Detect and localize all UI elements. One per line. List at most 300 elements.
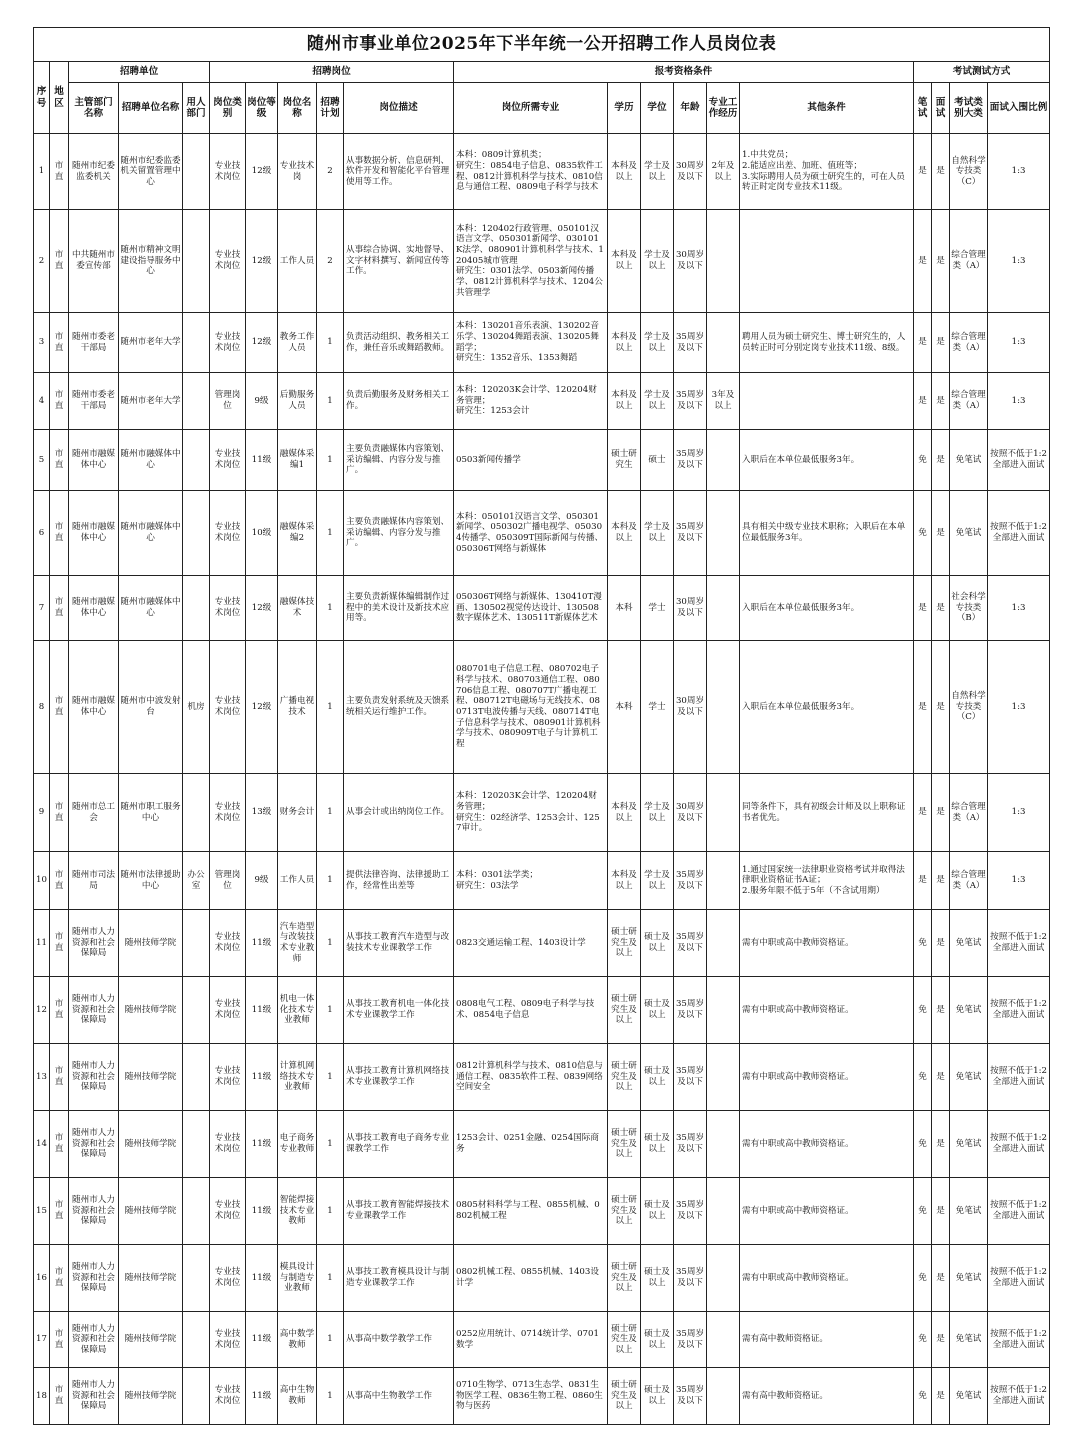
dept-cell: 随州市委老干部局 [69,313,119,373]
interview-cell: 是 [932,1111,950,1178]
plan-cell: 1 [317,641,344,774]
group-unit: 招聘单位 [69,62,210,83]
sub-dept-cell: 机房 [183,641,210,774]
experience-cell [707,977,740,1044]
table-row [34,1044,1050,1111]
written-exam-cell: 是 [914,313,932,373]
dept-cell: 随州市人力资源和社会保障局 [69,910,119,977]
degree-cell: 学士 [641,641,674,774]
region-cell: 市直 [50,1111,69,1178]
description-cell: 从事数据分析、信息研判、软件开发和智能化平台管理使用等工作。 [344,134,454,210]
age-cell: 35周岁及以下 [674,910,707,977]
table-row [34,1245,1050,1312]
dept-cell: 随州市融媒体中心 [69,491,119,576]
dept-cell: 随州市委老干部局 [69,373,119,430]
region-cell: 市直 [50,576,69,641]
table-row [34,491,1050,576]
post-type-cell: 专业技术岗位 [210,910,246,977]
post-type-cell: 专业技术岗位 [210,430,246,491]
dept-cell: 随州市纪委监委机关 [69,134,119,210]
written-exam-cell: 是 [914,373,932,430]
col-other: 其他条件 [740,83,914,134]
post-name-cell: 机电一体化技术专业教师 [278,977,317,1044]
education-cell: 本科 [608,576,641,641]
post-level-cell: 11级 [246,1178,278,1245]
age-cell: 35周岁及以下 [674,373,707,430]
table-row [34,313,1050,373]
table-row [34,1111,1050,1178]
education-cell: 硕士研究生及以上 [608,1312,641,1368]
written-exam-cell: 免 [914,1111,932,1178]
age-cell: 35周岁及以下 [674,430,707,491]
plan-cell: 1 [317,1368,344,1425]
row-number: 11 [34,910,50,977]
interview-cell: 是 [932,134,950,210]
written-exam-cell: 是 [914,210,932,313]
unit-cell: 随州市法律援助中心 [119,852,183,910]
table-row [34,373,1050,430]
written-exam-cell: 免 [914,977,932,1044]
table-row [34,576,1050,641]
interview-cell: 是 [932,641,950,774]
col-seq: 序号 [34,62,50,134]
description-cell: 负责后勤服务及财务相关工作。 [344,373,454,430]
exam-category-cell: 免笔试 [950,1312,988,1368]
interview-ratio-cell: 按照不低于1:2全部进入面试 [988,977,1050,1044]
other-conditions-cell: 入职后在本单位最低服务3年。 [740,430,914,491]
written-exam-cell: 是 [914,641,932,774]
post-name-cell: 智能焊接技术专业教师 [278,1178,317,1245]
sub-dept-cell [183,313,210,373]
post-level-cell: 11级 [246,1368,278,1425]
other-conditions-cell: 入职后在本单位最低服务3年。 [740,576,914,641]
region-cell: 市直 [50,852,69,910]
region-cell: 市直 [50,1245,69,1312]
other-conditions-cell: 需有中职或高中教师资格证。 [740,910,914,977]
description-cell: 从事高中数学教学工作 [344,1312,454,1368]
major-cell: 0808电气工程、0809电子科学与技术、0854电子信息 [454,977,608,1044]
written-exam-cell: 免 [914,1368,932,1425]
region-cell: 市直 [50,774,69,852]
major-cell: 本科：050101汉语言文学、050301新闻学、050302广播电视学、050304传播学、050309T国际新闻与传播、050306T网络与新媒体 [454,491,608,576]
plan-cell: 1 [317,1111,344,1178]
sub-dept-cell [183,1044,210,1111]
group-exam: 考试测试方式 [914,62,1050,83]
unit-cell: 随州技师学院 [119,910,183,977]
interview-cell: 是 [932,1368,950,1425]
table-row [34,774,1050,852]
region-cell: 市直 [50,134,69,210]
age-cell: 35周岁及以下 [674,1368,707,1425]
dept-cell: 随州市人力资源和社会保障局 [69,1178,119,1245]
experience-cell [707,491,740,576]
post-type-cell: 专业技术岗位 [210,1178,246,1245]
education-cell: 硕士研究生及以上 [608,1111,641,1178]
other-conditions-cell: 1.通过国家统一法律职业资格考试并取得法律职业资格证书A证； 2.服务年限不低于5年（不含试用期） [740,852,914,910]
col-age: 年龄 [674,83,707,134]
age-cell: 30周岁及以下 [674,210,707,313]
exam-category-cell: 免笔试 [950,977,988,1044]
age-cell: 35周岁及以下 [674,1312,707,1368]
major-cell: 0805材料科学与工程、0855机械、0802机械工程 [454,1178,608,1245]
col-category: 考试类别大类 [950,83,988,134]
degree-cell: 学士及以上 [641,134,674,210]
interview-cell: 是 [932,1245,950,1312]
post-name-cell: 工作人员 [278,210,317,313]
degree-cell: 硕士及以上 [641,1044,674,1111]
unit-cell: 随州技师学院 [119,977,183,1044]
age-cell: 35周岁及以下 [674,977,707,1044]
education-cell: 硕士研究生及以上 [608,1245,641,1312]
post-type-cell: 管理岗位 [210,852,246,910]
description-cell: 从事技工教育模具设计与制造专业课教学工作 [344,1245,454,1312]
other-conditions-cell: 需有中职或高中教师资格证。 [740,1111,914,1178]
col-exp: 专业工作经历 [707,83,740,134]
degree-cell: 硕士及以上 [641,1312,674,1368]
degree-cell: 硕士及以上 [641,977,674,1044]
dept-cell: 随州市司法局 [69,852,119,910]
plan-cell: 1 [317,1044,344,1111]
group-qualification: 报考资格条件 [454,62,914,83]
written-exam-cell: 是 [914,774,932,852]
major-cell: 080701电子信息工程、080702电子科学与技术、080703通信工程、080706信息工程、080707T广播电视工程、080712T电磁场与无线技术、080713T电波传播与天线、080714T电子信息科学与技术、080901计算机科学与技术、080909T电子与计算机工程 [454,641,608,774]
unit-cell: 随州技师学院 [119,1368,183,1425]
interview-cell: 是 [932,977,950,1044]
interview-cell: 是 [932,430,950,491]
plan-cell: 1 [317,313,344,373]
row-number: 12 [34,977,50,1044]
degree-cell: 硕士及以上 [641,1111,674,1178]
written-exam-cell: 免 [914,430,932,491]
education-cell: 本科及以上 [608,852,641,910]
post-name-cell: 电子商务专业教师 [278,1111,317,1178]
row-number: 9 [34,774,50,852]
table-row [34,1178,1050,1245]
dept-cell: 随州市人力资源和社会保障局 [69,977,119,1044]
region-cell: 市直 [50,641,69,774]
table-row [34,134,1050,210]
post-type-cell: 专业技术岗位 [210,491,246,576]
plan-cell: 1 [317,977,344,1044]
post-name-cell: 模具设计与制造专业教师 [278,1245,317,1312]
experience-cell [707,641,740,774]
post-level-cell: 12级 [246,641,278,774]
post-name-cell: 高中生物教师 [278,1368,317,1425]
description-cell: 主要负责融媒体内容策划、采访编辑、内容分发与推广。 [344,491,454,576]
age-cell: 35周岁及以下 [674,1178,707,1245]
interview-ratio-cell: 1:3 [988,210,1050,313]
other-conditions-cell: 需有高中教师资格证。 [740,1312,914,1368]
degree-cell: 学士及以上 [641,210,674,313]
other-conditions-cell [740,210,914,313]
age-cell: 30周岁及以下 [674,134,707,210]
interview-ratio-cell: 1:3 [988,134,1050,210]
post-level-cell: 11级 [246,1245,278,1312]
degree-cell: 硕士及以上 [641,1368,674,1425]
exam-category-cell: 免笔试 [950,430,988,491]
education-cell: 硕士研究生 [608,430,641,491]
post-type-cell: 专业技术岗位 [210,576,246,641]
experience-cell [707,910,740,977]
interview-cell: 是 [932,210,950,313]
plan-cell: 1 [317,373,344,430]
unit-cell: 随州市职工服务中心 [119,774,183,852]
region-cell: 市直 [50,373,69,430]
sub-dept-cell [183,910,210,977]
major-cell: 0812计算机科学与技术、0810信息与通信工程、0835软件工程、0839网络空间安全 [454,1044,608,1111]
sub-dept-cell [183,1312,210,1368]
sub-dept-cell [183,576,210,641]
degree-cell: 学士及以上 [641,313,674,373]
post-type-cell: 专业技术岗位 [210,1245,246,1312]
dept-cell: 中共随州市委宣传部 [69,210,119,313]
dept-cell: 随州市人力资源和社会保障局 [69,1312,119,1368]
interview-cell: 是 [932,774,950,852]
post-type-cell: 专业技术岗位 [210,641,246,774]
education-cell: 硕士研究生及以上 [608,910,641,977]
post-type-cell: 专业技术岗位 [210,1312,246,1368]
interview-ratio-cell: 按照不低于1:2全部进入面试 [988,1245,1050,1312]
col-plan: 招聘计划 [317,83,344,134]
education-cell: 硕士研究生及以上 [608,1044,641,1111]
unit-cell: 随州技师学院 [119,1178,183,1245]
description-cell: 从事技工教育电子商务专业课教学工作 [344,1111,454,1178]
education-cell: 本科 [608,641,641,774]
col-edu: 学历 [608,83,641,134]
sub-dept-cell [183,491,210,576]
post-level-cell: 13级 [246,774,278,852]
col-ratio: 面试入围比例 [988,83,1050,134]
major-cell: 本科：0809计算机类； 研究生：0854电子信息、0835软件工程、0812计算机科学与技术、0810信息与通信工程、0809电子科学与技术 [454,134,608,210]
post-level-cell: 10级 [246,491,278,576]
col-unit: 招聘单位名称 [119,83,183,134]
major-cell: 050306T网络与新媒体、130410T漫画、130502视觉传达设计、130508数字媒体艺术、130511T新媒体艺术 [454,576,608,641]
major-cell: 0252应用统计、0714统计学、0701 数学 [454,1312,608,1368]
plan-cell: 1 [317,1178,344,1245]
description-cell: 主要负责新媒体编辑制作过程中的美术设计及新技术应用等。 [344,576,454,641]
exam-category-cell: 免笔试 [950,910,988,977]
region-cell: 市直 [50,430,69,491]
experience-cell [707,1178,740,1245]
interview-ratio-cell: 1:3 [988,774,1050,852]
description-cell: 主要负责融媒体内容策划、采访编辑、内容分发与推广。 [344,430,454,491]
row-number: 1 [34,134,50,210]
dept-cell: 随州市融媒体中心 [69,641,119,774]
post-type-cell: 专业技术岗位 [210,134,246,210]
interview-ratio-cell: 1:3 [988,313,1050,373]
interview-cell: 是 [932,313,950,373]
unit-cell: 随州技师学院 [119,1111,183,1178]
row-number: 7 [34,576,50,641]
interview-ratio-cell: 1:3 [988,373,1050,430]
col-major: 岗位所需专业 [454,83,608,134]
education-cell: 本科及以上 [608,210,641,313]
description-cell: 从事综合协调、实地督导、文字材料撰写、新闻宣传等工作。 [344,210,454,313]
experience-cell [707,1111,740,1178]
age-cell: 30周岁及以下 [674,576,707,641]
plan-cell: 1 [317,430,344,491]
post-level-cell: 11级 [246,910,278,977]
major-cell: 本科：120402行政管理、050101汉语言文学、050301新闻学、030101K法学、080901计算机科学与技术、120405城市管理 研究生：0301法学、0503新闻传播学、0812计算机科学与技术、1204公共管理学 [454,210,608,313]
dept-cell: 随州市人力资源和社会保障局 [69,1111,119,1178]
description-cell: 从事技工教育机电一体化技术专业课教学工作 [344,977,454,1044]
post-level-cell: 11级 [246,1044,278,1111]
region-cell: 市直 [50,1178,69,1245]
recruitment-table-sheet [33,27,1049,1425]
major-cell: 本科：130201音乐表演、130202音乐学、130204舞蹈表演、130205舞蹈学； 研究生：1352音乐、1353舞蹈 [454,313,608,373]
post-name-cell: 广播电视技术 [278,641,317,774]
description-cell: 从事高中生物教学工作 [344,1368,454,1425]
unit-cell: 随州技师学院 [119,1245,183,1312]
exam-category-cell: 免笔试 [950,1368,988,1425]
post-type-cell: 管理岗位 [210,373,246,430]
plan-cell: 1 [317,1312,344,1368]
experience-cell [707,313,740,373]
other-conditions-cell: 1.中共党员； 2.能适应出差、加班、值班等； 3.实际聘用人员为硕士研究生的，可在人员转正时定岗专业技术11级。 [740,134,914,210]
written-exam-cell: 免 [914,1312,932,1368]
other-conditions-cell: 需有中职或高中教师资格证。 [740,1178,914,1245]
unit-cell: 随州市老年大学 [119,313,183,373]
post-level-cell: 9级 [246,852,278,910]
row-number: 15 [34,1178,50,1245]
exam-category-cell: 免笔试 [950,1044,988,1111]
dept-cell: 随州市总工会 [69,774,119,852]
education-cell: 本科及以上 [608,491,641,576]
post-type-cell: 专业技术岗位 [210,977,246,1044]
experience-cell [707,852,740,910]
interview-ratio-cell: 按照不低于1:2全部进入面试 [988,1178,1050,1245]
written-exam-cell: 是 [914,852,932,910]
region-cell: 市直 [50,1044,69,1111]
interview-cell: 是 [932,491,950,576]
age-cell: 35周岁及以下 [674,313,707,373]
dept-cell: 随州市人力资源和社会保障局 [69,1245,119,1312]
post-type-cell: 专业技术岗位 [210,1044,246,1111]
degree-cell: 硕士及以上 [641,1245,674,1312]
written-exam-cell: 免 [914,491,932,576]
major-cell: 1253会计、0251金融、0254国际商务 [454,1111,608,1178]
major-cell: 0710生物学、0713生态学、0831生物医学工程、0836生物工程、0860生物与医药 [454,1368,608,1425]
table-body [34,134,1050,1425]
degree-cell: 学士及以上 [641,774,674,852]
table-row [34,1368,1050,1425]
exam-category-cell: 免笔试 [950,491,988,576]
exam-category-cell: 免笔试 [950,1178,988,1245]
row-number: 18 [34,1368,50,1425]
major-cell: 0503新闻传播学 [454,430,608,491]
col-sub: 用人部门 [183,83,210,134]
post-type-cell: 专业技术岗位 [210,1111,246,1178]
post-level-cell: 9级 [246,373,278,430]
description-cell: 提供法律咨询、法律援助工作，经常性出差等 [344,852,454,910]
sub-dept-cell [183,134,210,210]
post-type-cell: 专业技术岗位 [210,774,246,852]
post-name-cell: 教务工作人员 [278,313,317,373]
page-title: 随州市事业单位2025年下半年统一公开招聘工作人员岗位表 [34,28,1050,62]
plan-cell: 1 [317,1245,344,1312]
row-number: 10 [34,852,50,910]
written-exam-cell: 免 [914,1044,932,1111]
interview-ratio-cell: 按照不低于1:2全部进入面试 [988,1312,1050,1368]
plan-cell: 2 [317,134,344,210]
description-cell: 从事技工教育汽车造型与改装技术专业课教学工作 [344,910,454,977]
col-region: 地区 [50,62,69,134]
experience-cell: 2年及以上 [707,134,740,210]
row-number: 2 [34,210,50,313]
row-number: 17 [34,1312,50,1368]
interview-ratio-cell: 按照不低于1:2全部进入面试 [988,1111,1050,1178]
dept-cell: 随州市人力资源和社会保障局 [69,1368,119,1425]
post-level-cell: 12级 [246,210,278,313]
post-name-cell: 融媒体技术 [278,576,317,641]
experience-cell: 3年及以上 [707,373,740,430]
interview-ratio-cell: 按照不低于1:2全部进入面试 [988,910,1050,977]
interview-cell: 是 [932,1312,950,1368]
post-type-cell: 专业技术岗位 [210,210,246,313]
dept-cell: 随州市融媒体中心 [69,430,119,491]
other-conditions-cell: 需有中职或高中教师资格证。 [740,1245,914,1312]
col-name: 岗位名称 [278,83,317,134]
unit-cell: 随州市纪委监委机关留置管理中心 [119,134,183,210]
table-row [34,910,1050,977]
unit-cell: 随州市老年大学 [119,373,183,430]
post-name-cell: 工作人员 [278,852,317,910]
col-interview: 面试 [932,83,950,134]
age-cell: 35周岁及以下 [674,1245,707,1312]
col-type: 岗位类别 [210,83,246,134]
unit-cell: 随州市精神文明建设指导服务中心 [119,210,183,313]
unit-cell: 随州市融媒体中心 [119,491,183,576]
row-number: 5 [34,430,50,491]
age-cell: 35周岁及以下 [674,491,707,576]
exam-category-cell: 综合管理类（A） [950,373,988,430]
major-cell: 本科：120203K会计学、120204财务管理； 研究生：1253会计 [454,373,608,430]
other-conditions-cell: 需有中职或高中教师资格证。 [740,1044,914,1111]
exam-category-cell: 综合管理类（A） [950,852,988,910]
row-number: 8 [34,641,50,774]
unit-cell: 随州技师学院 [119,1044,183,1111]
description-cell: 主要负责发射系统及天馈系统相关运行维护工作。 [344,641,454,774]
plan-cell: 1 [317,774,344,852]
exam-category-cell: 综合管理类（A） [950,774,988,852]
col-dept: 主管部门名称 [69,83,119,134]
age-cell: 35周岁及以下 [674,852,707,910]
education-cell: 硕士研究生及以上 [608,1178,641,1245]
post-level-cell: 12级 [246,134,278,210]
col-written: 笔试 [914,83,932,134]
education-cell: 本科及以上 [608,774,641,852]
other-conditions-cell: 聘用人员为硕士研究生、博士研究生的，人员转正时可分别定岗专业技术11级、8级。 [740,313,914,373]
table-row [34,641,1050,774]
experience-cell [707,210,740,313]
table-row [34,430,1050,491]
recruitment-table [33,27,1050,1425]
degree-cell: 学士及以上 [641,491,674,576]
post-name-cell: 融媒体采编2 [278,491,317,576]
exam-category-cell: 免笔试 [950,1245,988,1312]
major-cell: 0802机械工程、0855机械、1403设计学 [454,1245,608,1312]
education-cell: 本科及以上 [608,313,641,373]
other-conditions-cell: 需有高中教师资格证。 [740,1368,914,1425]
post-name-cell: 高中数学教师 [278,1312,317,1368]
exam-category-cell: 免笔试 [950,1111,988,1178]
region-cell: 市直 [50,977,69,1044]
post-level-cell: 12级 [246,576,278,641]
exam-category-cell: 自然科学专技类（C） [950,641,988,774]
age-cell: 35周岁及以下 [674,1044,707,1111]
interview-ratio-cell: 按照不低于1:2全部进入面试 [988,1044,1050,1111]
post-name-cell: 计算机网络技术专业教师 [278,1044,317,1111]
